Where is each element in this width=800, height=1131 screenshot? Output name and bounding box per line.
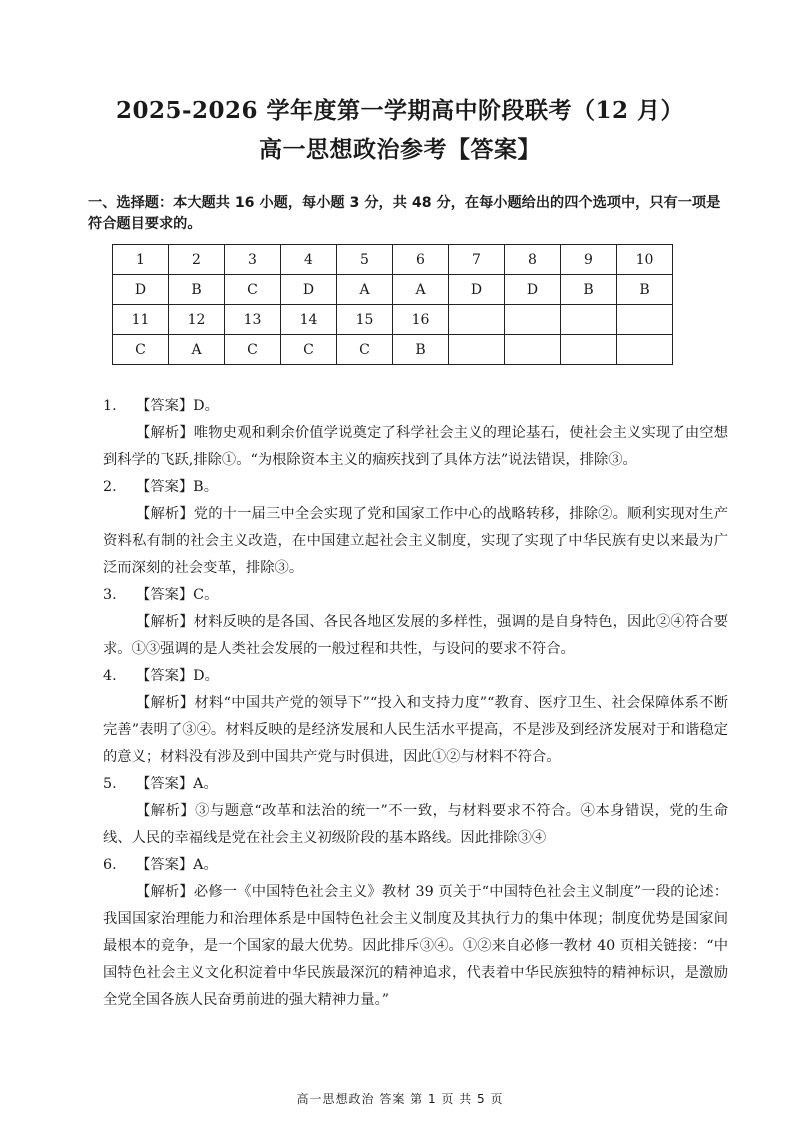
table-cell: A — [337, 275, 393, 305]
answer-label: 【答案】D。 — [136, 398, 219, 414]
table-cell: 7 — [449, 245, 505, 275]
table-cell: D — [505, 275, 561, 305]
table-cell: C — [225, 275, 281, 305]
table-cell: 3 — [225, 245, 281, 275]
table-cell: B — [561, 275, 617, 305]
page-footer: 高一思想政治 答案 第 1 页 共 5 页 — [296, 1092, 504, 1106]
table-cell — [617, 335, 673, 365]
table-cell — [505, 305, 561, 335]
table-cell — [617, 305, 673, 335]
question-5-explanation: 【解析】③与题意“改革和法治的统一”不一致，与材料要求不符合。④本身错误，党的生命线、人民的幸福线是党在社会主义初级阶段的基本路线。因此排除③④ — [103, 803, 728, 846]
question-1-explanation: 【解析】唯物史观和剩余价值学说奠定了科学社会主义的理论基石，使社会主义实现了由空想到科学的飞跃,排除①。“为根除资本主义的痼疾找到了具体方法”说法错误，排除③。 — [103, 425, 728, 468]
table-cell: 8 — [505, 245, 561, 275]
question-6-explanation: 【解析】必修一《中国特色社会主义》教材 39 页关于“中国特色社会主义制度”一段的论述：我国国家治理能力和治理体系是中国特色社会主义制度及其执行力的集中体现；制度优势是国家间最根本的竞争，是一个国家的最大优势。因此排斥③④。①②来自必修一教材 40 页相关链接：“中国特色社会主义文化积淀着中华民族最深沉的精神追求，代表着中华民族独特的精神标识，是激励全党全国各族人民奋勇前进的强大精神力量。” — [103, 884, 728, 1008]
answer-label: 【答案】D。 — [136, 668, 219, 684]
answer-label: 【答案】B。 — [136, 479, 218, 495]
table-cell: C — [225, 335, 281, 365]
table-row-numbers-1 — [113, 245, 673, 275]
table-cell — [561, 305, 617, 335]
question-2-answer — [103, 474, 728, 501]
table-cell: 5 — [337, 245, 393, 275]
question-number: 3. — [103, 587, 117, 603]
question-4-explanation: 【解析】材料“中国共产党的领导下”“投入和支持力度”“教育、医疗卫生、社会保障体系不断完善”表明了③④。材料反映的是经济发展和人民生活水平提高，不是涉及到经济发展对于和谐稳定的意义；材料没有涉及到中国共产党与时俱进，因此①②与材料不符合。 — [103, 695, 728, 765]
question-6-answer — [103, 852, 728, 879]
table-cell: 11 — [113, 305, 169, 335]
table-row-numbers-2 — [113, 305, 673, 335]
table-cell: D — [113, 275, 169, 305]
table-cell: 12 — [169, 305, 225, 335]
table-cell: 1 — [113, 245, 169, 275]
table-cell — [505, 335, 561, 365]
table-row-answers-1 — [113, 275, 673, 305]
question-3-explanation: 【解析】材料反映的是各国、各民各地区发展的多样性，强调的是自身特色，因此②④符合要求。①③强调的是人类社会发展的一般过程和共性，与设问的要求不符合。 — [103, 614, 728, 657]
question-3-answer — [103, 582, 728, 609]
section-heading: 一、选择题：本大题共 16 小题，每小题 3 分，共 48 分，在每小题给出的四个选项中，只有一项是符合题目要求的。 — [88, 195, 721, 232]
table-cell: C — [113, 335, 169, 365]
table-cell — [561, 335, 617, 365]
question-number: 2. — [103, 479, 117, 495]
table-cell: 13 — [225, 305, 281, 335]
table-cell: B — [393, 335, 449, 365]
table-cell — [449, 335, 505, 365]
table-cell: 4 — [281, 245, 337, 275]
document-subtitle: 高一思想政治参考【答案】 — [259, 136, 541, 163]
table-cell — [449, 305, 505, 335]
table-cell: A — [393, 275, 449, 305]
question-number: 6. — [103, 857, 117, 873]
question-4-answer — [103, 663, 728, 690]
answer-table — [112, 244, 673, 365]
table-cell: 16 — [393, 305, 449, 335]
document-title: 2025-2026 学年度第一学期高中阶段联考（12 月） — [115, 97, 685, 124]
table-cell: 10 — [617, 245, 673, 275]
table-cell: 2 — [169, 245, 225, 275]
table-cell: B — [169, 275, 225, 305]
answer-label: 【答案】C。 — [136, 587, 219, 603]
question-5-answer — [103, 771, 728, 798]
table-cell: A — [169, 335, 225, 365]
question-1-answer — [103, 393, 728, 420]
question-number: 5. — [103, 776, 117, 792]
answer-label: 【答案】A。 — [136, 857, 218, 873]
table-cell: D — [281, 275, 337, 305]
question-2-explanation: 【解析】党的十一届三中全会实现了党和国家工作中心的战略转移，排除②。顺利实现对生产资料私有制的社会主义改造，在中国建立起社会主义制度，实现了实现了中华民族有史以来最为广泛而深刻的社会变革，排除③。 — [103, 506, 728, 576]
table-row-answers-2 — [113, 335, 673, 365]
table-cell: C — [337, 335, 393, 365]
question-number: 1. — [103, 398, 117, 414]
table-cell: 9 — [561, 245, 617, 275]
table-cell: D — [449, 275, 505, 305]
table-cell: 15 — [337, 305, 393, 335]
question-number: 4. — [103, 668, 117, 684]
table-cell: 14 — [281, 305, 337, 335]
answer-label: 【答案】A。 — [136, 776, 218, 792]
table-cell: C — [281, 335, 337, 365]
table-cell: B — [617, 275, 673, 305]
table-cell: 6 — [393, 245, 449, 275]
answer-explanations — [103, 393, 728, 1014]
